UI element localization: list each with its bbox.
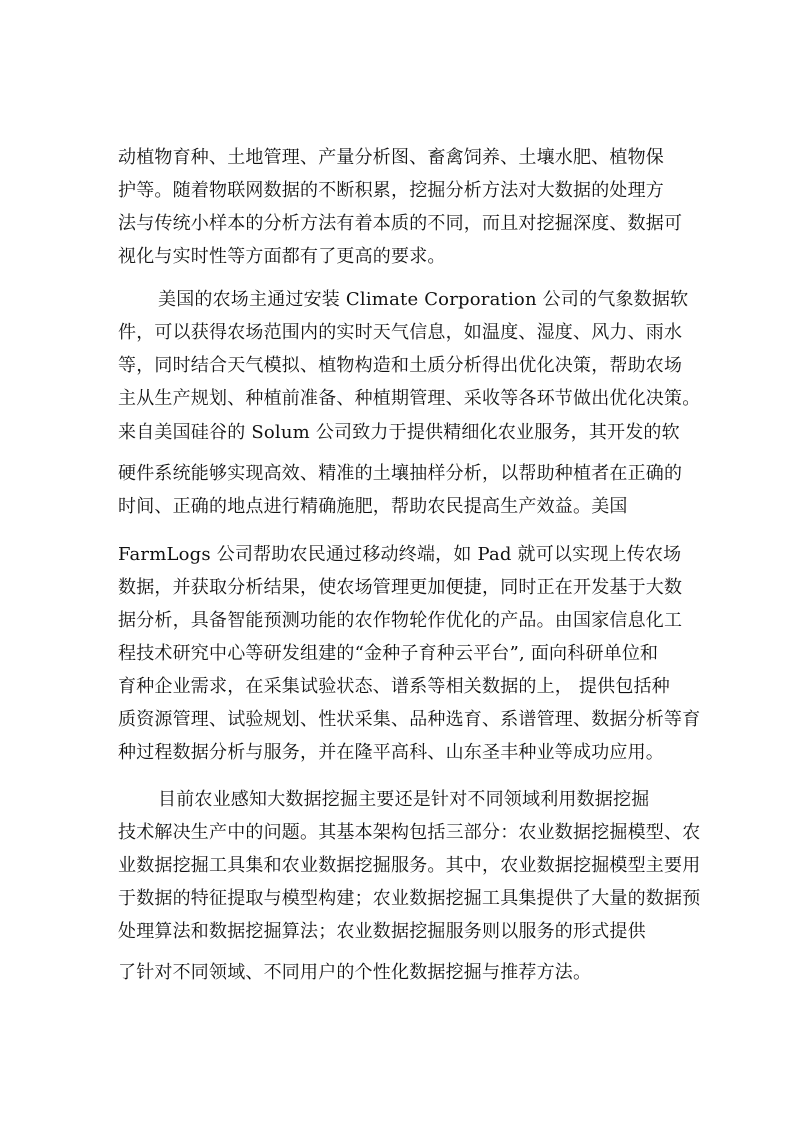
text-line: FarmLogs 公司帮助农民通过移动终端，如 Pad 就可以实现上传农场 bbox=[118, 544, 682, 565]
text-line: 质资源管理、试验规划、性状采集、品种选育、系谱管理、数据分析等育 bbox=[118, 709, 701, 730]
text-line: 育种企业需求，在采集试验状态、谱系等相关数据的上， 提供包括种 bbox=[118, 676, 670, 697]
text-line: 护等。随着物联网数据的不断积累，挖掘分析方法对大数据的处理方 bbox=[118, 180, 664, 201]
text-line: 于数据的特征提取与模型构建；农业数据挖掘工具集提供了大量的数据预 bbox=[118, 888, 701, 909]
text-line: 动植物育种、土地管理、产量分析图、畜禽饲养、土壤水肥、植物保 bbox=[118, 147, 664, 168]
text-line: 程技术研究中心等研发组建的“金种子育种云平台”, 面向科研单位和 bbox=[118, 643, 659, 664]
text-line: 主从生产规划、种植前准备、种植期管理、采收等各环节做出优化决策。 bbox=[118, 388, 701, 409]
text-line: 数据，并获取分析结果，使农场管理更加便捷，同时正在开发基于大数 bbox=[118, 577, 683, 598]
text-line: 法与传统小样本的分析方法有着本质的不同，而且对挖掘深度、数据可 bbox=[118, 213, 683, 234]
text-line: 硬件系统能够实现高效、精准的土壤抽样分析，以帮助种植者在正确的 bbox=[118, 463, 683, 484]
text-line: 技术解决生产中的问题。其基本架构包括三部分：农业数据挖掘模型、农 bbox=[118, 822, 701, 843]
text-line: 等，同时结合天气模拟、植物构造和土质分析得出优化决策，帮助农场 bbox=[118, 355, 683, 376]
paragraph-first-line: 美国的农场主通过安装 Climate Corporation 公司的气象数据软 bbox=[158, 289, 689, 310]
text-line: 了针对不同领域、不同用户的个性化数据挖掘与推荐方法。 bbox=[118, 962, 592, 983]
text-line: 来自美国硅谷的 Solum 公司致力于提供精细化农业服务，其开发的软 bbox=[118, 422, 680, 443]
paragraph-first-line: 目前农业感知大数据挖掘主要还是针对不同领域利用数据挖掘 bbox=[158, 789, 650, 810]
text-line: 视化与实时性等方面都有了更高的要求。 bbox=[118, 246, 446, 267]
text-line: 时间、正确的地点进行精确施肥，帮助农民提高生产效益。美国 bbox=[118, 496, 628, 517]
text-line: 据分析，具备智能预测功能的农作物轮作优化的产品。由国家信息化工 bbox=[118, 610, 683, 631]
text-line: 种过程数据分析与服务，并在隆平高科、山东圣丰种业等成功应用。 bbox=[118, 742, 664, 763]
text-line: 业数据挖掘工具集和农业数据挖掘服务。其中，农业数据挖掘模型主要用 bbox=[118, 855, 701, 876]
text-line: 件，可以获得农场范围内的实时天气信息，如温度、湿度、风力、雨水 bbox=[118, 322, 683, 343]
text-line: 处理算法和数据挖掘算法；农业数据挖掘服务则以服务的形式提供 bbox=[118, 921, 646, 942]
